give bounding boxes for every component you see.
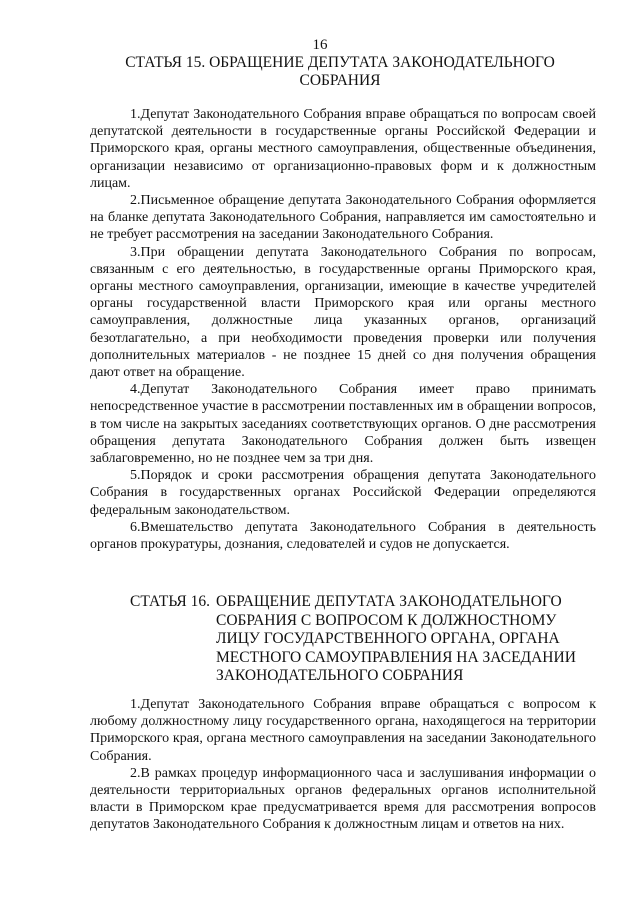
article-15-paragraph-6: 6.Вмешательство депутата Законодательного Собрания в деятельность органов прокуратуры, дознания, следователей и судов не допускается. (90, 519, 596, 553)
article-15-paragraph-2: 2.Письменное обращение депутата Законодательного Собрания оформляется на бланке депутата Законодательного Собрания, направляется им самостоятельно и не требует рассмотрения на заседании Законодательного Собрания. (90, 193, 596, 243)
article-15-paragraph-4: 4.Депутат Законодательного Собрания имеет право принимать непосредственное участие в рассмотрении поставленных им в обращении вопросов, в том числе на закрытых заседаниях соответствующих органов. О дне рассмотрения обращения депутата Законодательного Собрания должен быть извещен заблаговременно, но не позднее чем за три дня. (90, 382, 596, 467)
article-16-paragraph-1: 1.Депутат Законодательного Собрания вправе обращаться с вопросом к любому должностному лицу государственного органа, находящегося на территории Приморского края, органа местного самоуправления на заседании Законодательного Собрания. (90, 697, 596, 764)
article-16-heading (130, 593, 600, 686)
article-15-paragraph-1: 1.Депутат Законодательного Собрания вправе обращаться по вопросам своей депутатской деятельности в государственные органы Российской Федерации и Приморского края, органы местного самоуправления, общественные объединения, организации независимо от организационно-правовых форм и к должностным лицам. (90, 107, 596, 191)
article-15-paragraph-5: 5.Порядок и сроки рассмотрения обращения депутата Законодательного Собрания в государственных органах Российской Федерации определяются федеральным законодательством. (90, 468, 596, 518)
article-16-title: ОБРАЩЕНИЕ ДЕПУТАТА ЗАКОНОДАТЕЛЬНОГО СОБРАНИЯ С ВОПРОСОМ К ДОЛЖНОСТНОМУ ЛИЦУ ГОСУДАРСТВЕННОГО ОРГАНА, ОРГАНА МЕСТНОГО САМОУПРАВЛЕНИЯ НА ЗАСЕДАНИИ ЗАКОНОДАТЕЛЬНОГО СОБРАНИЯ (216, 593, 576, 685)
article-16-paragraph-2: 2.В рамках процедур информационного часа и заслушивания информации о деятельности территориальных органов федеральных органов исполнительной власти в Приморском крае предусматривается время для рассмотрения вопросов депутатов Законодательного Собрания к должностным лицам и ответов на них. (90, 765, 596, 833)
article-16-body (90, 696, 596, 834)
page-number: 16 (312, 37, 328, 53)
article-15-body (90, 106, 596, 553)
article-15-heading: СТАТЬЯ 15. ОБРАЩЕНИЕ ДЕПУТАТА ЗАКОНОДАТЕЛЬНОГО СОБРАНИЯ (125, 54, 555, 89)
article-16-label: СТАТЬЯ 16. (130, 593, 210, 610)
article-15-paragraph-3: 3.При обращении депутата Законодательного Собрания по вопросам, связанным с его деятельностью, в государственные органы Приморского края, органы местного самоуправления, организации, имеющие в качестве учредителей органы государственной власти Приморского края или органы местного самоуправления, должностные лица указанных органов, организаций безотлагательно, а при необходимости проведения проверки или получения дополнительных материалов - не позднее 15 дней со дня получения обращения дают ответ на обращение. (90, 244, 596, 381)
